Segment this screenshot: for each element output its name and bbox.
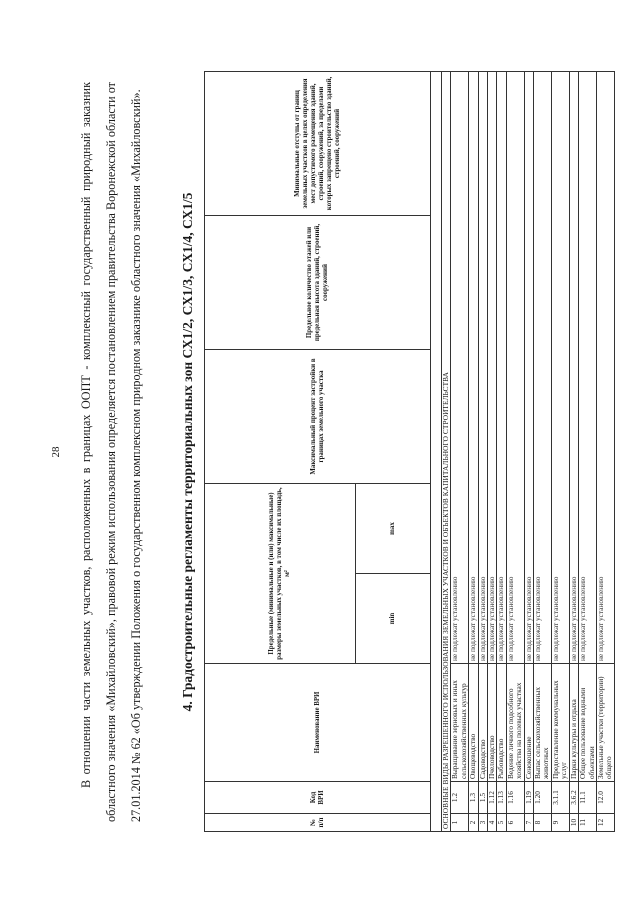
table-row [469,72,478,832]
row-value-cell: не подлежат установлению [551,72,569,664]
header-setbacks: Минимальные отступы от границ земельных участков в целях определения мест допустимого размещения зданий, строений, сооружений, за пределами которых запрещено строительство зданий, строений, сооружений [205,72,431,216]
row-name-cell: Ведение личного подсобного хозяйства на полевых участках [506,664,524,782]
row-code-cell: 1.20 [534,782,552,814]
row-num-cell: 3 [478,814,487,832]
row-name-cell: Парки культуры и отдыха [569,664,578,782]
section-row-title: ОСНОВНЫЕ ВИДЫ РАЗРЕШЕННОГО ИСПОЛЬЗОВАНИЯ ЗЕМЕЛЬНЫХ УЧАСТКОВ И ОБЪЕКТОВ КАПИТАЛЬНОГО СТРОИТЕЛЬСТВА [442,72,451,832]
row-code-cell: 1.19 [524,782,533,814]
row-name-cell: Выпас сельскохозяйственных животных [534,664,552,782]
header-min: min [356,574,431,664]
row-code-cell: 1.5 [478,782,487,814]
row-value-cell: не подлежат установлению [524,72,533,664]
row-value-cell: не подлежат установлению [534,72,552,664]
header-num: № п/п [205,814,431,832]
row-code-cell: 11.1 [579,782,597,814]
row-code-cell: 1.12 [488,782,497,814]
regulations-table [204,71,615,832]
table-row [596,72,614,832]
header-name: Наименование ВРИ [205,664,431,782]
row-value-cell: не подлежат установлению [596,72,614,664]
row-value-cell: не подлежат установлению [506,72,524,664]
section-heading: 4. Градостроительные регламенты территориальных зон СХ1/2, СХ1/3, СХ1/4, СХ1/5 [180,192,195,712]
row-name-cell: Рыбоводство [497,664,506,782]
row-name-cell: Пчеловодство [488,664,497,782]
row-code-cell: 1.3 [469,782,478,814]
table-spacer [431,72,442,832]
row-name-cell: Выращивание зерновых и иных сельскохозяйственных культур [451,664,469,782]
row-value-cell: не подлежат установлению [497,72,506,664]
row-num-cell: 2 [469,814,478,832]
table-row [534,72,552,832]
row-code-cell: 1.13 [497,782,506,814]
table-row [478,72,487,832]
row-value-cell: не подлежат установлению [579,72,597,664]
row-num-cell: 11 [579,814,597,832]
row-name-cell: Овощеводство [469,664,478,782]
table-row [451,72,469,832]
header-plot-size: Предельные (минимальные и (или) максимальные) размеры земельных участков, в том числе их площадь, м² [205,484,356,664]
header-code: Код ВРИ [205,782,431,814]
row-name-cell: Сенокошение [524,664,533,782]
row-num-cell: 8 [534,814,552,832]
row-name-cell: Предоставление коммунальных услуг [551,664,569,782]
table-row [497,72,506,832]
page-number: 28 [50,446,62,458]
row-name-cell: Садоводство [478,664,487,782]
row-num-cell: 5 [497,814,506,832]
row-num-cell: 4 [488,814,497,832]
table-row [551,72,569,832]
row-num-cell: 12 [596,814,614,832]
header-max-percent: Максимальный процент застройки в границах земельного участка [205,350,431,484]
row-code-cell: 3.6.2 [569,782,578,814]
header-max: max [356,484,431,574]
row-value-cell: не подлежат установлению [451,72,469,664]
row-value-cell: не подлежат установлению [569,72,578,664]
row-code-cell: 12.0 [596,782,614,814]
row-name-cell: Земельные участки (территории) общего [596,664,614,782]
row-num-cell: 9 [551,814,569,832]
intro-paragraph: В отношении части земельных участков, расположенных в границах ООПТ - комплексный государственный природный заказник областного значения «Михайловский», правовой режим использования определяется постановлением правительства Воронежской области от 27.01.2014 № 62 «Об утверждении Положения о государственном комплексном природном заказнике областного значения «Михайловский». [79,82,143,822]
row-num-cell: 10 [569,814,578,832]
row-value-cell: не подлежат установлению [469,72,478,664]
document-page [40,52,614,852]
row-num-cell: 1 [451,814,469,832]
row-name-cell: Общее пользование водными объектами [579,664,597,782]
table-row [579,72,597,832]
row-num-cell: 7 [524,814,533,832]
row-code-cell: 1.16 [506,782,524,814]
row-num-cell: 6 [506,814,524,832]
table-row [488,72,497,832]
table-row [506,72,524,832]
row-value-cell: не подлежат установлению [488,72,497,664]
row-value-cell: не подлежат установлению [478,72,487,664]
row-code-cell: 1.2 [451,782,469,814]
header-floors: Предельное количество этажей или предельная высота зданий, строений, сооружений [205,216,431,350]
row-code-cell: 3.1.1 [551,782,569,814]
